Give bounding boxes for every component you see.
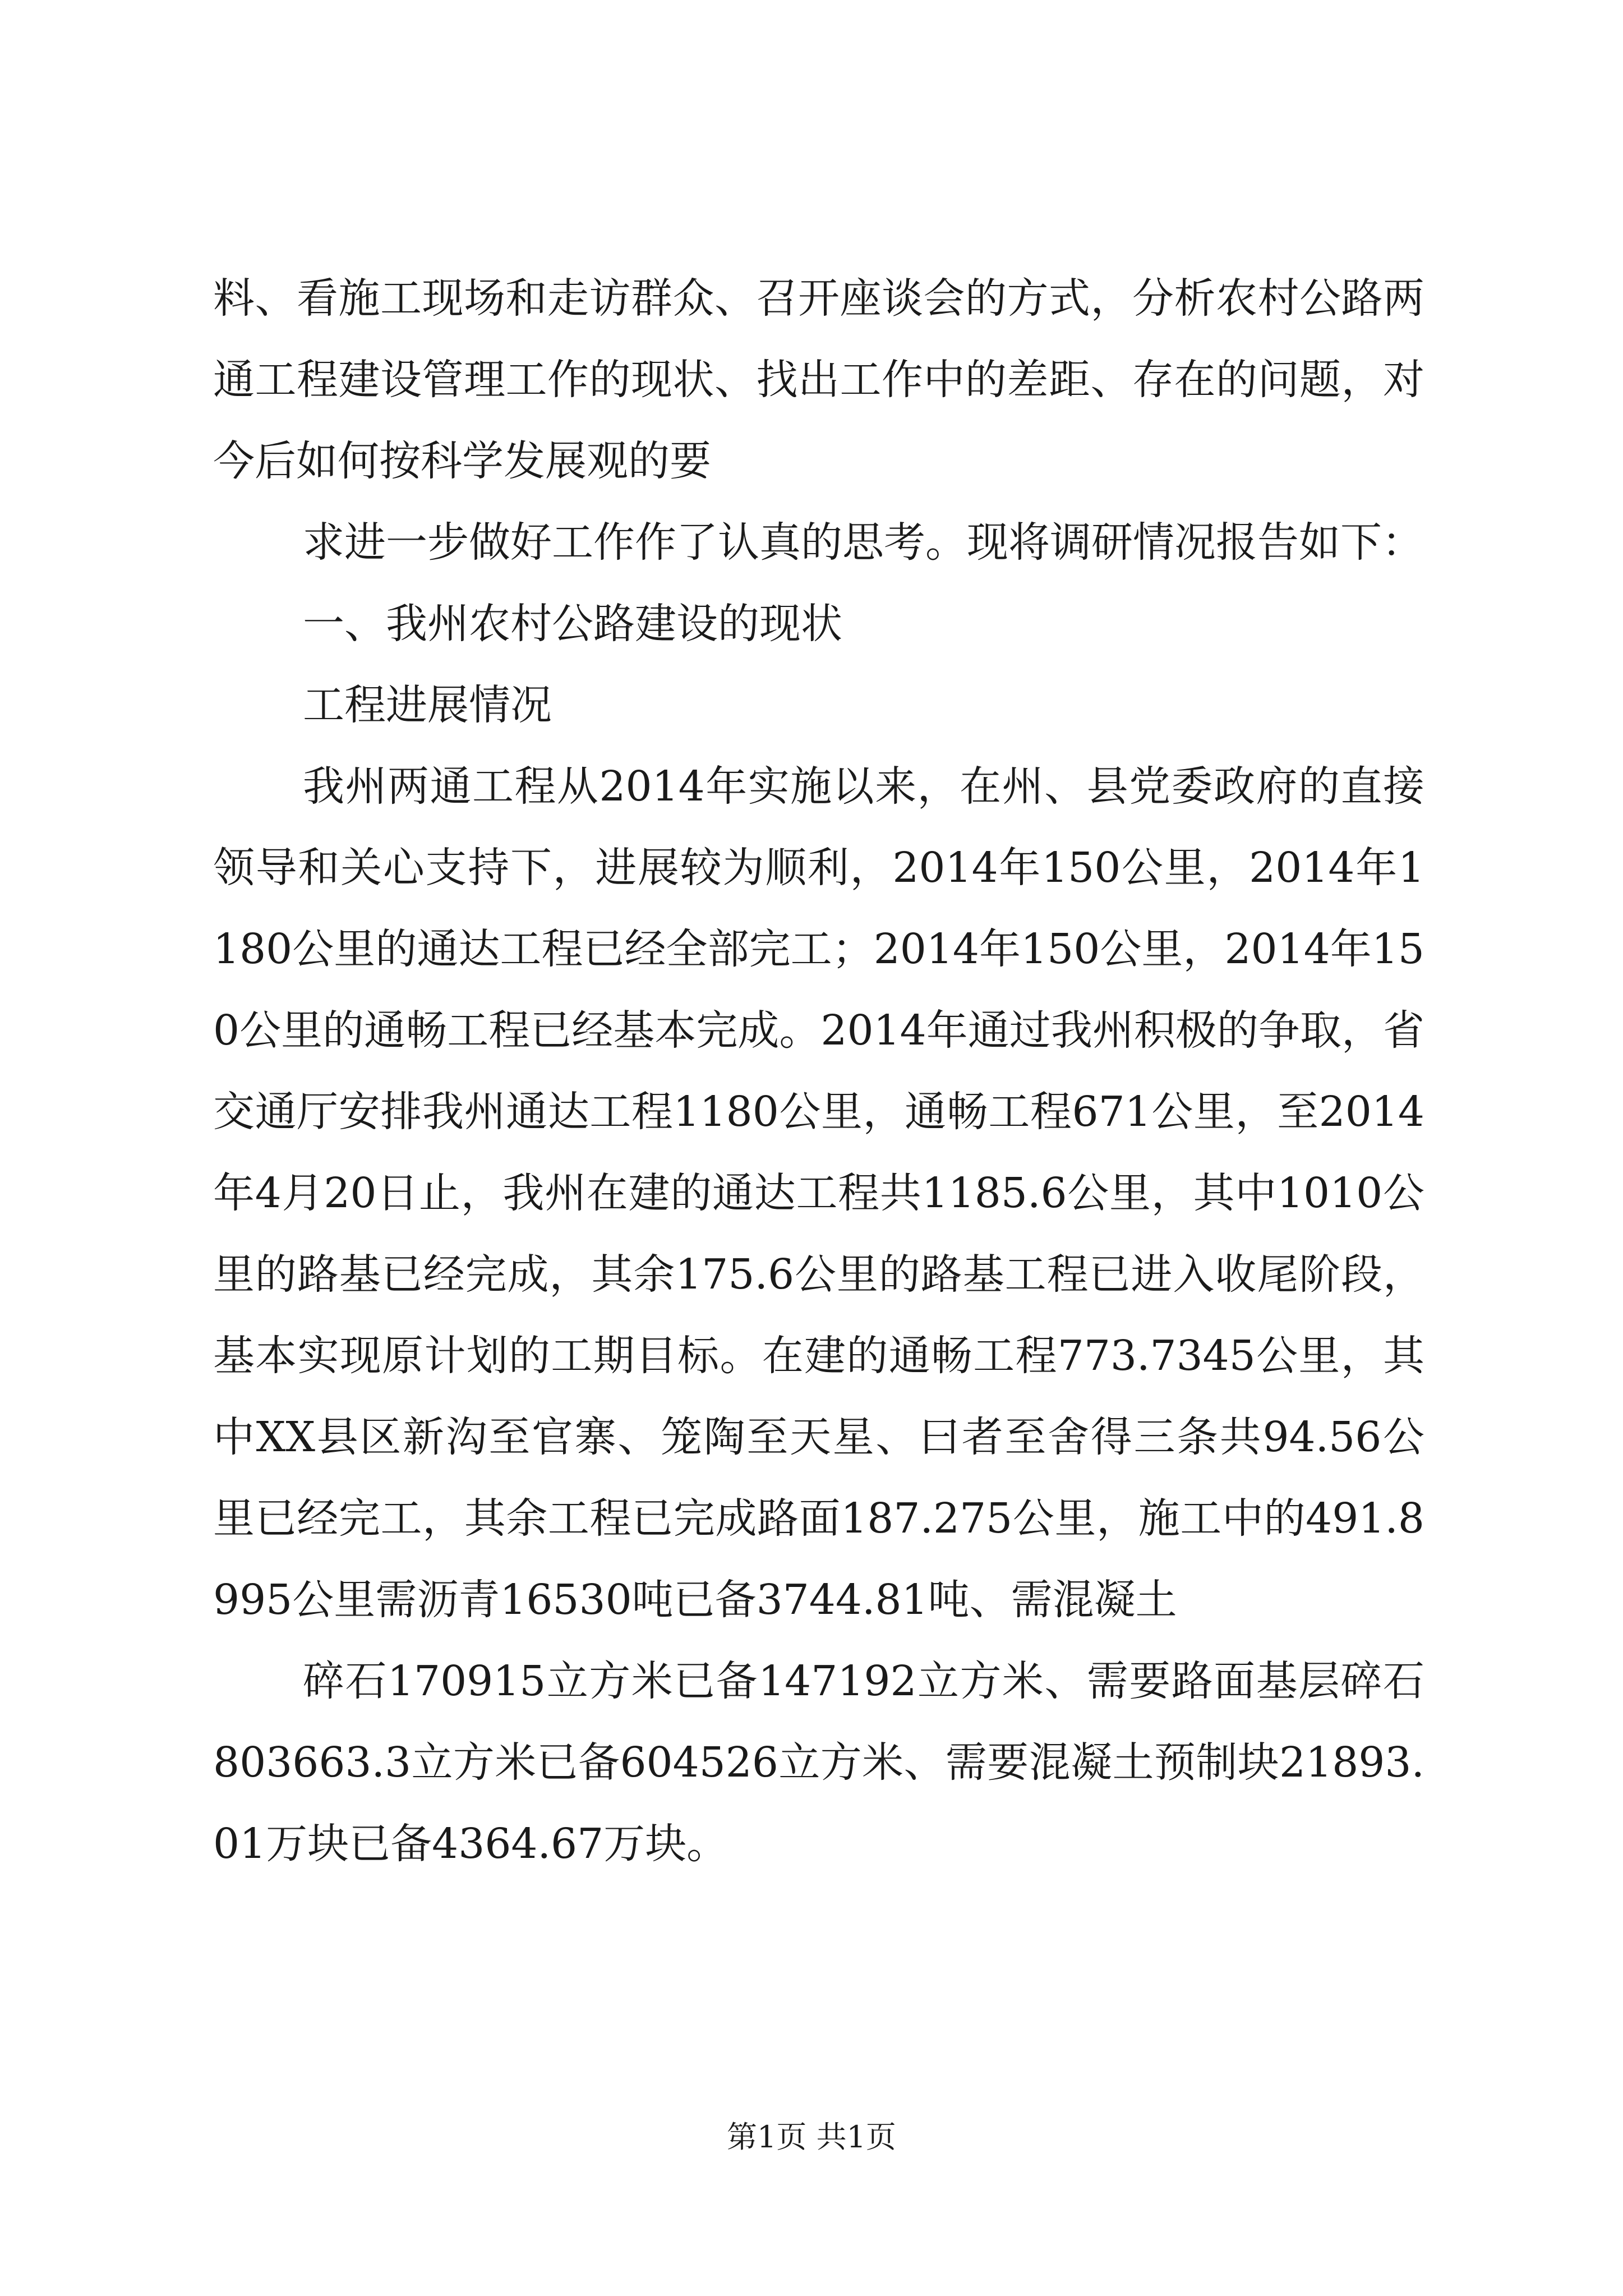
subheading-project-progress: 工程进展情况 bbox=[303, 681, 552, 729]
page-footer: 第1页 共1页 bbox=[727, 2119, 896, 2155]
paragraph-continued-survey-method: 料、看施工现场和走访群众、召开座谈会的方式，分析农村公路两通工程建设管理工作的现状、找出工作中的差距、存在的问题，对今后如何按科学发展观的要 bbox=[213, 274, 1424, 485]
paragraph-report-intro: 求进一步做好工作作了认真的思考。现将调研情况报告如下： bbox=[303, 518, 1423, 567]
document-body bbox=[213, 258, 1424, 1885]
paragraph-material-stock: 碎石170915立方米已备147192立方米、需要路面基层碎石803663.3立方米已备604526立方米、需要混凝土预制块21893.01万块已备4364.67万块。 bbox=[213, 1657, 1424, 1868]
section-heading-current-status: 一、我州农村公路建设的现状 bbox=[303, 600, 842, 648]
paragraph-progress-details: 我州两通工程从2014年实施以来，在州、县党委政府的直接领导和关心支持下，进展较为顺利，2014年150公里，2014年1180公里的通达工程已经全部完工；2014年150公里，2014年150公里的通畅工程已经基本完成。2014年通过我州积极的争取，省交通厅安排我州通达工程1180公里，通畅工程671公里，至2014年4月20日止，我州在建的通达工程共1185.6公里，其中1010公里的路基已经完成，其余175.6公里的路基工程已进入收尾阶段，基本实现原计划的工期目标。在建的通畅工程773.7345公里，其中XX县区新沟至官寨、笼陶至天星、曰者至舍得三条共94.56公里已经完工，其余工程已完成路面187.275公里，施工中的491.8995公里需沥青16530吨已备3744.81吨、需混凝土 bbox=[213, 762, 1424, 1624]
